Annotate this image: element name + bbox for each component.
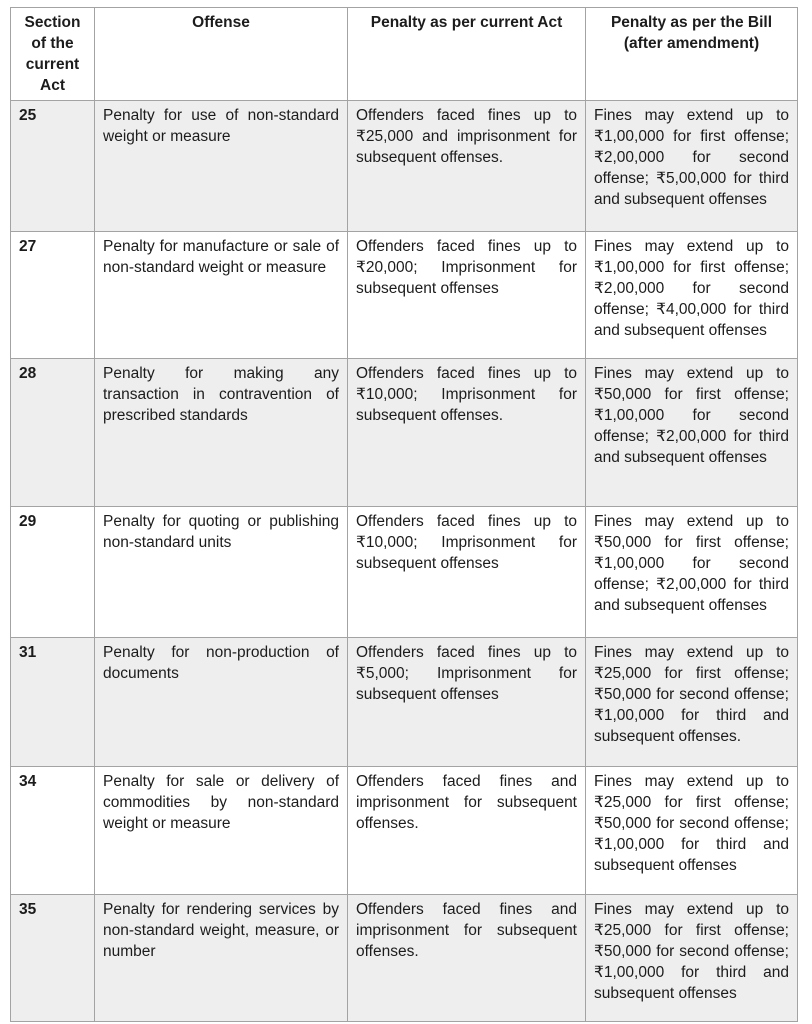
bill-penalty-text: Fines may extend up to ₹25,000 for first offense; ₹50,000 for second offense; ₹1,00,000 for third and subsequent offenses. — [586, 638, 798, 767]
section-number: 35 — [11, 895, 95, 1022]
bill-penalty-text: Fines may extend up to ₹25,000 for first offense; ₹50,000 for second offense; ₹1,00,000 for third and subsequent offenses — [586, 767, 798, 895]
current-penalty-text: Offenders faced fines up to ₹5,000; Imprisonment for subsequent offenses — [348, 638, 586, 767]
bill-penalty-text: Fines may extend up to ₹1,00,000 for first offense; ₹2,00,000 for second offense; ₹5,00,000 for third and subsequent offenses — [586, 101, 798, 232]
offense-text: Penalty for sale or delivery of commodities by non-standard weight or measure — [95, 767, 348, 895]
section-number: 34 — [11, 767, 95, 895]
current-penalty-text: Offenders faced fines and imprisonment for subsequent offenses. — [348, 767, 586, 895]
table-header-row — [11, 8, 798, 101]
table-row — [11, 895, 798, 1022]
table-row — [11, 101, 798, 232]
section-number: 28 — [11, 359, 95, 507]
table-row — [11, 638, 798, 767]
section-number: 25 — [11, 101, 95, 232]
header-bill-penalty: Penalty as per the Bill (after amendment) — [586, 8, 798, 101]
offense-text: Penalty for making any transaction in contravention of prescribed standards — [95, 359, 348, 507]
offense-text: Penalty for quoting or publishing non-standard units — [95, 507, 348, 638]
bill-penalty-text: Fines may extend up to ₹1,00,000 for first offense; ₹2,00,000 for second offense; ₹4,00,000 for third and subsequent offenses — [586, 232, 798, 359]
offense-text: Penalty for manufacture or sale of non-standard weight or measure — [95, 232, 348, 359]
current-penalty-text: Offenders faced fines up to ₹20,000; Imprisonment for subsequent offenses — [348, 232, 586, 359]
bill-penalty-text: Fines may extend up to ₹25,000 for first offense; ₹50,000 for second offense; ₹1,00,000 for third and subsequent offenses — [586, 895, 798, 1022]
current-penalty-text: Offenders faced fines up to ₹10,000; Imprisonment for subsequent offenses — [348, 507, 586, 638]
offense-text: Penalty for non-production of documents — [95, 638, 348, 767]
current-penalty-text: Offenders faced fines and imprisonment for subsequent offenses. — [348, 895, 586, 1022]
header-offense: Offense — [95, 8, 348, 101]
section-number: 27 — [11, 232, 95, 359]
bill-penalty-text: Fines may extend up to ₹50,000 for first offense; ₹1,00,000 for second offense; ₹2,00,000 for third and subsequent offenses — [586, 359, 798, 507]
table-row — [11, 359, 798, 507]
penalty-comparison-table — [10, 7, 798, 1022]
table-row — [11, 507, 798, 638]
current-penalty-text: Offenders faced fines up to ₹10,000; Imprisonment for subsequent offenses. — [348, 359, 586, 507]
header-section: Section of the current Act — [11, 8, 95, 101]
section-number: 31 — [11, 638, 95, 767]
table-row — [11, 767, 798, 895]
offense-text: Penalty for use of non-standard weight or measure — [95, 101, 348, 232]
table-row — [11, 232, 798, 359]
offense-text: Penalty for rendering services by non-standard weight, measure, or number — [95, 895, 348, 1022]
header-current-penalty: Penalty as per current Act — [348, 8, 586, 101]
section-number: 29 — [11, 507, 95, 638]
current-penalty-text: Offenders faced fines up to ₹25,000 and imprisonment for subsequent offenses. — [348, 101, 586, 232]
bill-penalty-text: Fines may extend up to ₹50,000 for first offense; ₹1,00,000 for second offense; ₹2,00,000 for third and subsequent offenses — [586, 507, 798, 638]
